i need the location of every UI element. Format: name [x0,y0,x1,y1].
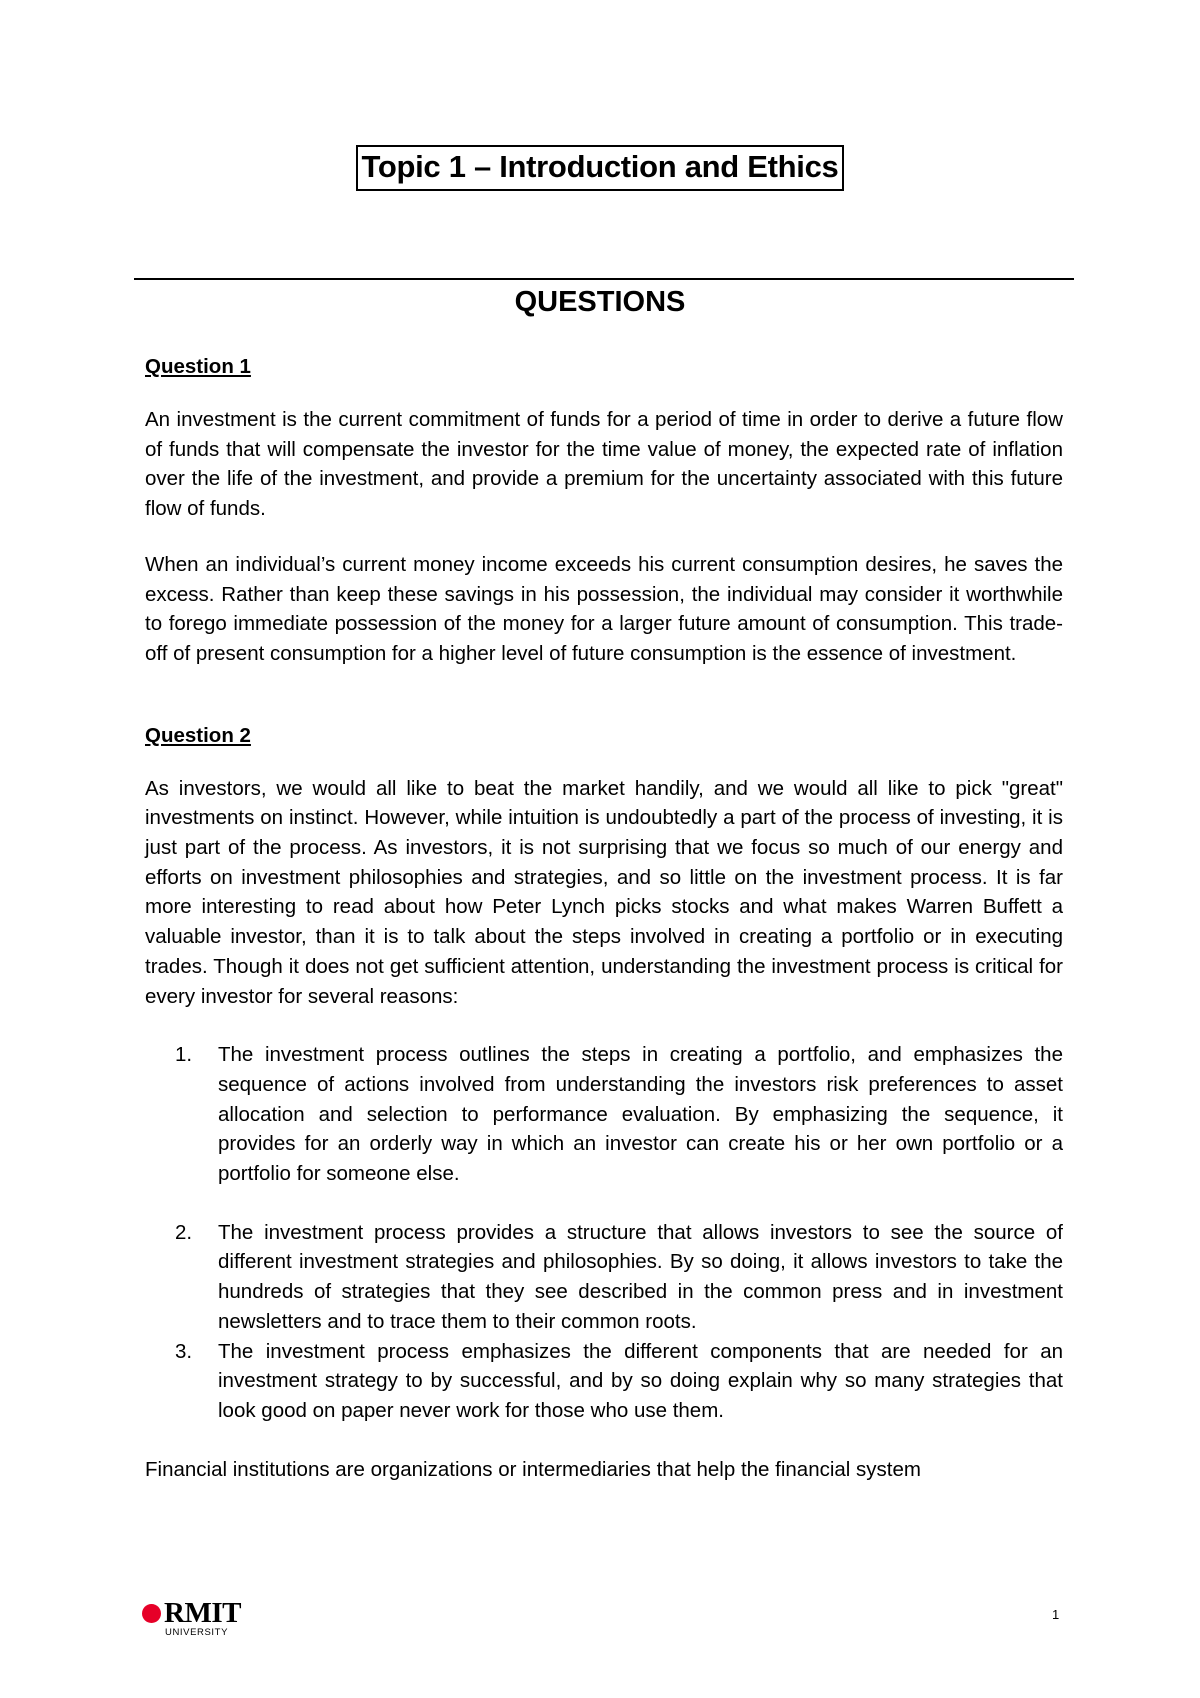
horizontal-rule [134,278,1074,280]
list-item-text: The investment process outlines the steps in creating a portfolio, and emphasizes the sequence of actions involved from understanding the investors risk preferences to asset allocation and selection to performance evaluation. By emphasizing the sequence, it provides for an orderly way in which an investor can create his or her own portfolio or a portfolio for someone else. [218,1043,1063,1186]
list-item-text: The investment process emphasizes the different components that are needed for an investment strategy to by successful, and by so doing explain why so many strategies that look good on paper never work for those who use them. [218,1339,1063,1422]
question-1-paragraph-1: An investment is the current commitment of funds for a period of time in order to derive a future flow of funds that will compensate the investor for the time value of money, the expected rate of inflation over the life of the investment, and provide a premium for the uncertainty associated with this future flow of funds. [145,408,1063,521]
question-1-heading: Question 1 [145,355,251,378]
list-item [145,1218,1063,1337]
logo-subtext: UNIVERSITY [165,1627,229,1638]
list-item-number: 1. [175,1043,193,1067]
question-2-intro: As investors, we would all like to beat the market handily, and we would all like to pick "great" investments on instinct. However, while intuition is undoubtedly a part of the process of investing, it is just part of the process. As investors, it is not surprising that we focus so much of our energy and efforts on investment philosophies and strategies, and so little on the investment process. It is far more interesting to read about how Peter Lynch picks stocks and what makes Warren Buffett a valuable investor, than it is to talk about the steps involved in creating a portfolio or in executing trades. Though it does not get sufficient attention, understanding the investment process is critical for every investor for several reasons: [145,776,1063,1008]
rmit-logo [142,1597,252,1639]
title-wrapper [0,145,1200,191]
reasons-list [145,1040,1063,1425]
document-title: Topic 1 – Introduction and Ethics [356,145,845,191]
section-heading: QUESTIONS [514,286,686,318]
list-item [145,1040,1063,1189]
list-item-number: 2. [175,1220,193,1244]
logo-dot-icon [142,1604,161,1623]
list-item-text: The investment process provides a structure that allows investors to see the source of different investment strategies and philosophies. By so doing, it allows investors to take the hundreds of strategies that they see described in the common press and in investment newsletters and to trace them to their common roots. [218,1220,1063,1333]
document-body [145,352,1063,1484]
question-2-heading: Question 2 [145,723,251,747]
list-item [145,1337,1063,1426]
list-item-number: 3. [175,1339,193,1363]
logo-text: RMIT [164,1597,241,1629]
question-1-paragraph-2: When an individual’s current money income exceeds his current consumption desires, he saves the excess. Rather than keep these savings in his possession, the individual may consider it worthwhile to forego immediate possession of the money for a larger future amount of consumption. This trade-off of present consumption for a higher level of future consumption is the essence of investment. [145,552,1063,665]
trailing-paragraph: Financial institutions are organizations or intermediaries that help the financial system [145,1457,921,1481]
page-number: 1 [1052,1607,1060,1622]
